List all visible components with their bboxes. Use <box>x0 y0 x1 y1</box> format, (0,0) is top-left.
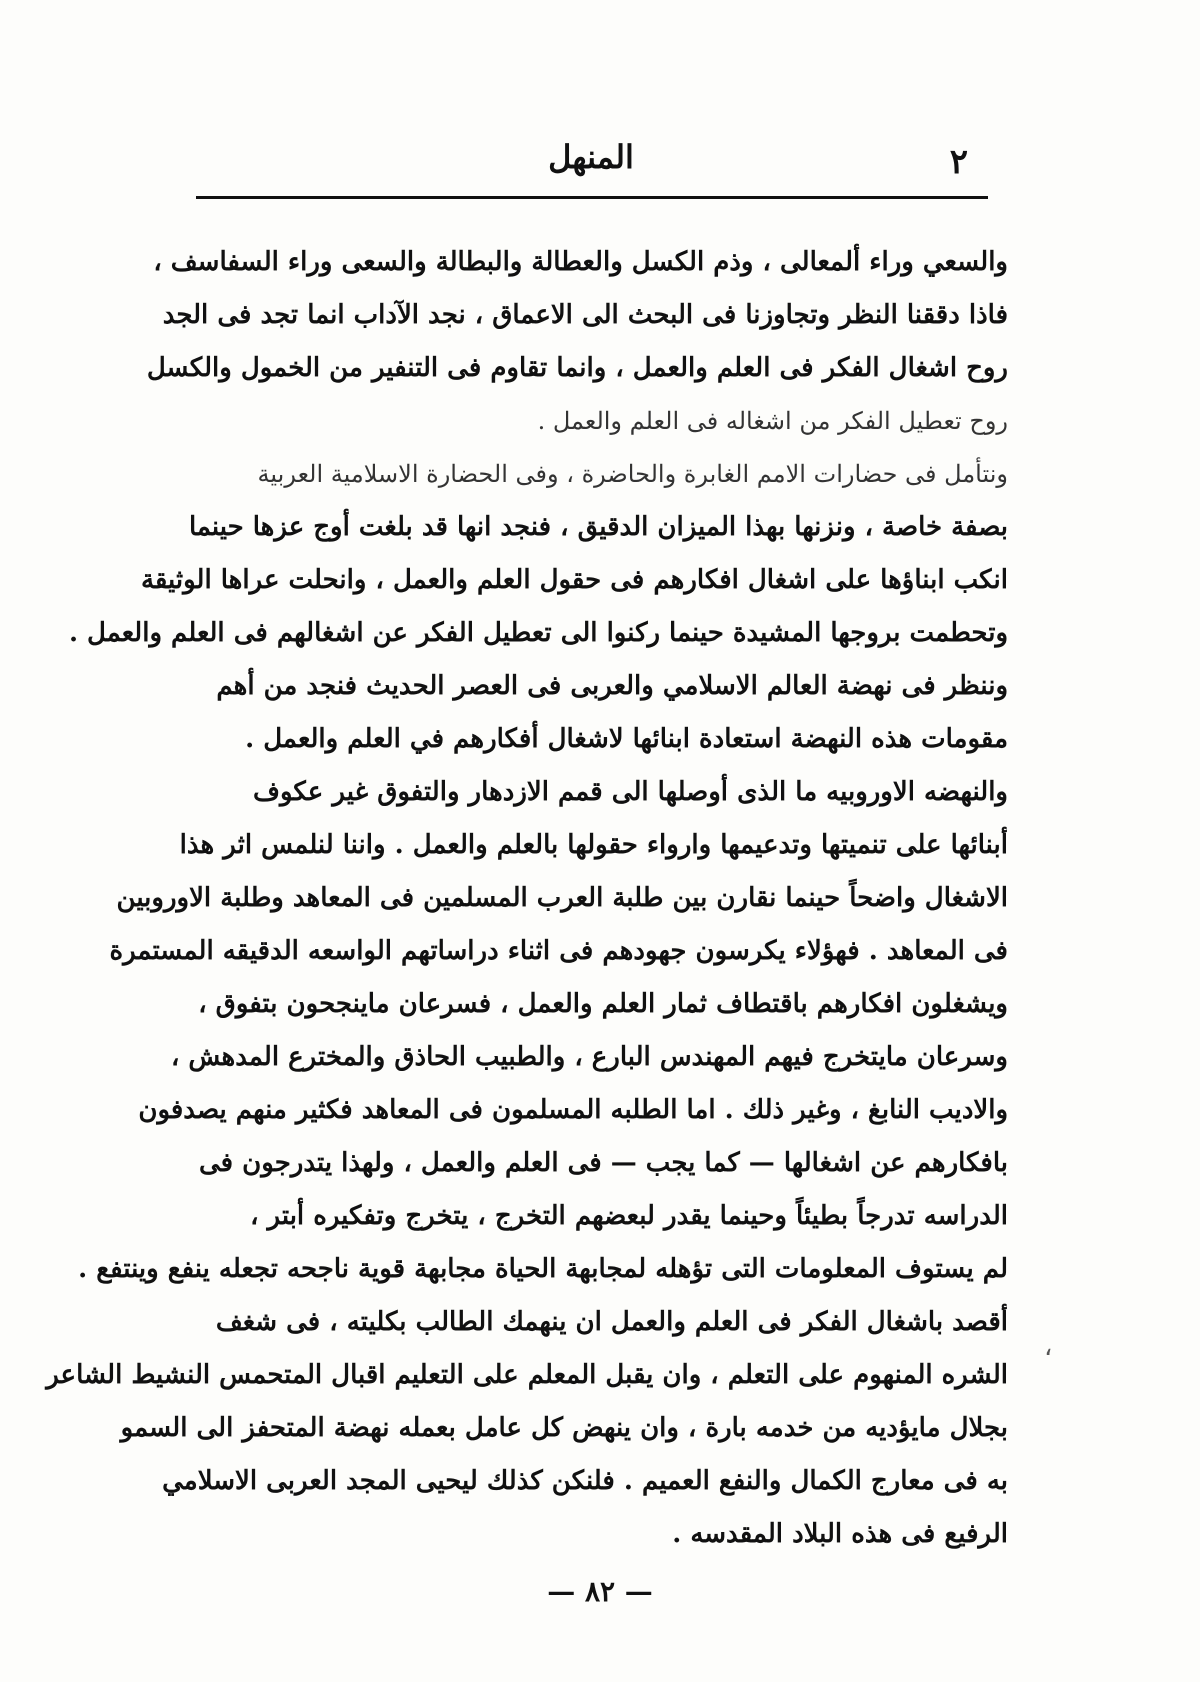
header-page-number: ٢ <box>949 142 968 182</box>
text-line: ويشغلون افكارهم باقتطاف ثمار العلم والعمل ، فسرعان ماينجحون بتفوق ، <box>198 989 1008 1019</box>
text-line: بجلال مايؤديه من خدمه بارة ، وان ينهض كل عامل بعمله نهضة المتحفز الى السمو <box>120 1413 1008 1443</box>
footer-page-number: — ٨٢ — <box>547 1575 653 1608</box>
text-line: وتحطمت بروجها المشيدة حينما ركنوا الى تعطيل الفكر عن اشغالهم فى العلم والعمل . <box>68 618 1008 648</box>
article-body <box>46 236 1008 1561</box>
text-line: فى المعاهد . فهؤلاء يكرسون جهودهم فى اثناء دراساتهم الواسعه الدقيقه المستمرة <box>109 936 1008 966</box>
header-rule <box>196 196 988 199</box>
page-header <box>196 132 986 192</box>
text-line: انكب ابناؤها على اشغال افكارهم فى حقول العلم والعمل ، وانحلت عراها الوثيقة <box>140 565 1008 595</box>
text-line: الاشغال واضحاً حينما نقارن بين طلبة العرب المسلمين فى المعاهد وطلبة الاوروبين <box>116 883 1008 913</box>
text-line: أقصد باشغال الفكر فى العلم والعمل ان ينهمك الطالب بكليته ، فى شغف <box>215 1307 1008 1337</box>
text-line: به فى معارج الكمال والنفع العميم . فلنكن كذلك ليحيى المجد العربى الاسلامي <box>162 1466 1008 1496</box>
text-line: روح تعطيل الفكر من اشغاله فى العلم والعمل . <box>537 407 1008 435</box>
text-line: بافكارهم عن اشغالها — كما يجب — فى العلم والعمل ، ولهذا يتدرجون فى <box>199 1148 1008 1178</box>
text-line: روح اشغال الفكر فى العلم والعمل ، وانما تقاوم فى التنفير من الخمول والكسل <box>146 353 1008 383</box>
text-line: ونتأمل فى حضارات الامم الغابرة والحاضرة ، وفى الحضارة الاسلامية العربية <box>257 460 1008 488</box>
text-line: مقومات هذه النهضة استعادة ابنائها لاشغال أفكارهم في العلم والعمل . <box>245 724 1008 754</box>
text-line: الدراسه تدرجاً بطيئاً وحينما يقدر لبعضهم التخرج ، يتخرج وتفكيره أبتر ، <box>250 1201 1008 1231</box>
text-line: والاديب النابغ ، وغير ذلك . اما الطلبه المسلمون فى المعاهد فكثير منهم يصدفون <box>138 1095 1008 1125</box>
journal-title: المنهل <box>548 138 634 176</box>
text-line: الرفيع فى هذه البلاد المقدسه . <box>672 1519 1008 1549</box>
text-line: الشره المنهوم على التعلم ، وان يقبل المعلم على التعليم اقبال المتحمس النشيط الشاعر <box>46 1360 1008 1390</box>
text-line: والنهضه الاوروبيه ما الذى أوصلها الى قمم الازدهار والتفوق غير عكوف <box>253 777 1008 807</box>
margin-mark: ، <box>1044 1332 1053 1362</box>
text-line: فاذا دققنا النظر وتجاوزنا فى البحث الى الاعماق ، نجد الآداب انما تجد فى الجد <box>162 300 1008 330</box>
text-line: وسرعان مايتخرج فيهم المهندس البارع ، والطبيب الحاذق والمخترع المدهش ، <box>170 1042 1008 1072</box>
text-line: بصفة خاصة ، ونزنها بهذا الميزان الدقيق ، فنجد انها قد بلغت أوج عزها حينما <box>188 512 1008 542</box>
text-line: والسعي وراء ألمعالى ، وذم الكسل والعطالة والبطالة والسعى وراء السفاسف ، <box>153 247 1008 277</box>
text-line: وننظر فى نهضة العالم الاسلامي والعربى فى العصر الحديث فنجد من أهم <box>216 671 1008 701</box>
text-line: أبنائها على تنميتها وتدعيمها وارواء حقولها بالعلم والعمل . واننا لنلمس اثر هذا <box>179 830 1008 860</box>
text-line: لم يستوف المعلومات التى تؤهله لمجابهة الحياة مجابهة قوية ناجحه تجعله ينفع وينتفع . <box>78 1254 1008 1284</box>
